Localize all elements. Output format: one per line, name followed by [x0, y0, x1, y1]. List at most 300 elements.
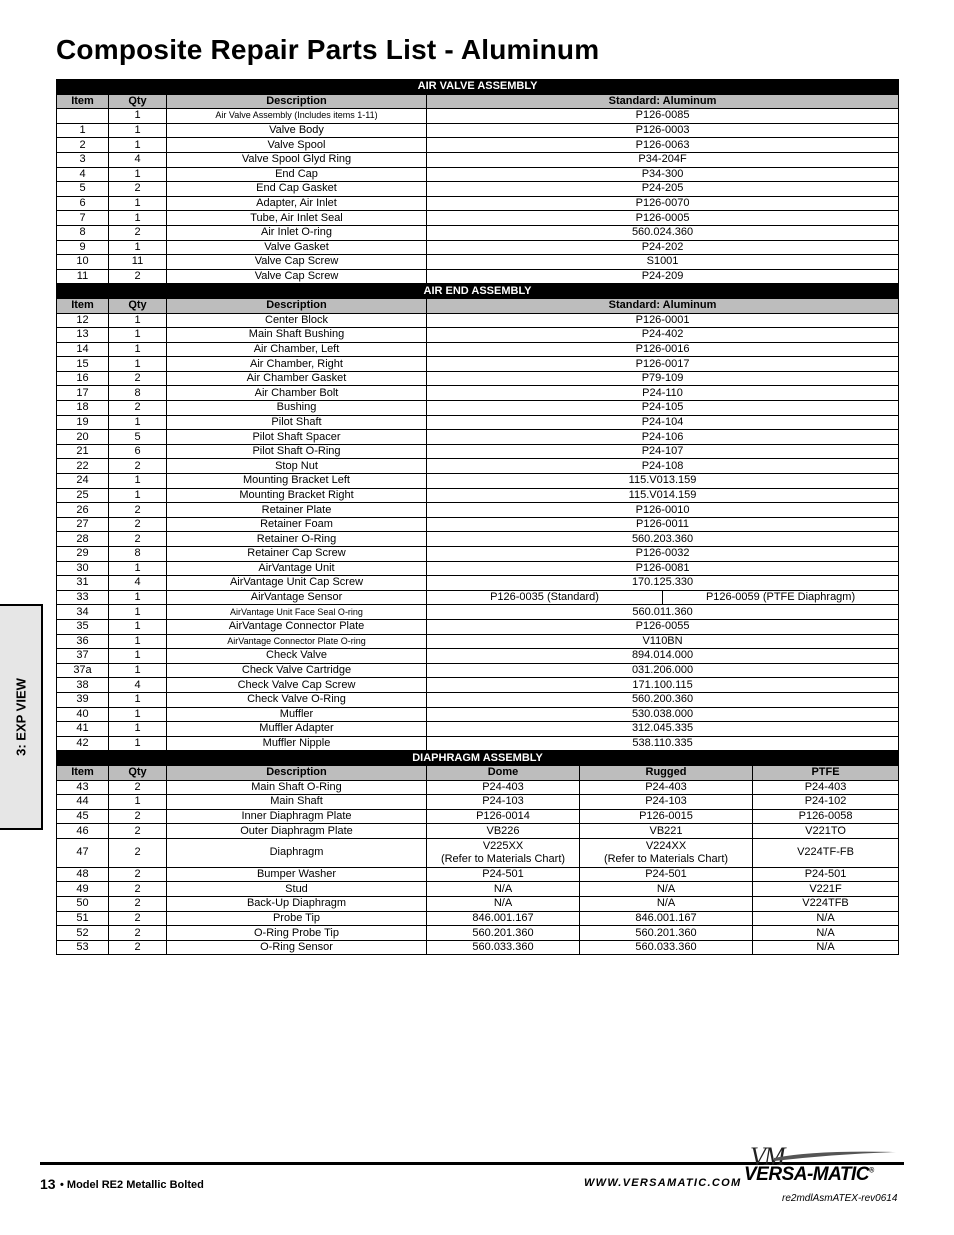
- column-header: Description: [167, 765, 427, 780]
- part-number: P24-403: [580, 780, 753, 795]
- table-row: [57, 722, 899, 737]
- table-cell: Main Shaft: [167, 795, 427, 810]
- table-cell: Muffler: [167, 707, 427, 722]
- table-cell: Air Chamber Gasket: [167, 371, 427, 386]
- table-row: [57, 561, 899, 576]
- part-number: P126-0035 (Standard): [490, 591, 599, 604]
- part-number: V225XX: [482, 839, 524, 852]
- table-cell: 2: [109, 269, 167, 284]
- table-cell: 44: [57, 795, 109, 810]
- table-row: [57, 167, 899, 182]
- table-cell: 17: [57, 386, 109, 401]
- table-row: [57, 867, 899, 882]
- table-cell: 4: [109, 576, 167, 591]
- versa-matic-logo: [744, 1142, 904, 1192]
- table-cell: 2: [109, 182, 167, 197]
- table-header-row: [57, 94, 899, 109]
- part-number: V224TFB: [753, 897, 899, 912]
- table-cell: 39: [57, 692, 109, 707]
- table-cell: Pilot Shaft: [167, 415, 427, 430]
- table-cell: 1: [109, 663, 167, 678]
- column-header: Standard: Aluminum: [427, 94, 899, 109]
- section-title-row: [57, 751, 899, 766]
- table-cell: Retainer Foam: [167, 517, 427, 532]
- table-cell: 18: [57, 401, 109, 416]
- table-cell: 43: [57, 780, 109, 795]
- table-cell: 35: [57, 619, 109, 634]
- part-number: V224TF-FB: [753, 838, 899, 867]
- table-row: [57, 328, 899, 343]
- table-cell: 2: [57, 138, 109, 153]
- part-number: P126-0016: [427, 342, 899, 357]
- table-row: [57, 386, 899, 401]
- part-number: P24-403: [753, 780, 899, 795]
- part-number: P126-0070: [427, 196, 899, 211]
- table-cell: 1: [109, 123, 167, 138]
- table-cell: 51: [57, 911, 109, 926]
- part-number: N/A: [427, 882, 580, 897]
- table-cell: Retainer Cap Screw: [167, 547, 427, 562]
- table-cell: O-Ring Probe Tip: [167, 926, 427, 941]
- part-number: P24-104: [427, 415, 899, 430]
- table-cell: 4: [109, 678, 167, 693]
- table-cell: 22: [57, 459, 109, 474]
- part-number: P126-0017: [427, 357, 899, 372]
- website-link[interactable]: WWW.VERSAMATIC.COM: [584, 1177, 742, 1189]
- table-row: [57, 649, 899, 664]
- part-number: P126-0055: [427, 619, 899, 634]
- table-row: [57, 926, 899, 941]
- table-cell: Air Chamber, Left: [167, 342, 427, 357]
- section-title: DIAPHRAGM ASSEMBLY: [57, 751, 899, 766]
- table-cell: AirVantage Sensor: [167, 590, 427, 605]
- part-number: P24-103: [580, 795, 753, 810]
- table-row: [57, 605, 899, 620]
- part-number: 312.045.335: [427, 722, 899, 737]
- table-cell: Retainer Plate: [167, 503, 427, 518]
- table-cell: 42: [57, 736, 109, 751]
- table-cell: 40: [57, 707, 109, 722]
- table-cell: 5: [57, 182, 109, 197]
- table-row: [57, 547, 899, 562]
- table-cell: Air Inlet O-ring: [167, 225, 427, 240]
- table-row: [57, 663, 899, 678]
- table-cell: 31: [57, 576, 109, 591]
- part-number: P24-209: [427, 269, 899, 284]
- table-cell: Muffler Nipple: [167, 736, 427, 751]
- column-header: Rugged: [580, 765, 753, 780]
- table-cell: 9: [57, 240, 109, 255]
- table-row: [57, 824, 899, 839]
- table-cell: 11: [109, 255, 167, 270]
- table-row: [57, 444, 899, 459]
- column-header: Qty: [109, 765, 167, 780]
- table-cell: 16: [57, 371, 109, 386]
- part-number: 560.033.360: [580, 940, 753, 955]
- part-number: 560.203.360: [427, 532, 899, 547]
- table-cell: 27: [57, 517, 109, 532]
- table-cell: 21: [57, 444, 109, 459]
- table-cell: AirVantage Connector Plate: [167, 619, 427, 634]
- table-cell: 34: [57, 605, 109, 620]
- table-cell: 2: [109, 401, 167, 416]
- table-row: [57, 692, 899, 707]
- part-number: 560.201.360: [427, 926, 580, 941]
- part-number: N/A: [427, 897, 580, 912]
- table-cell: Valve Body: [167, 123, 427, 138]
- column-header: Qty: [109, 94, 167, 109]
- table-cell: 1: [109, 590, 167, 605]
- table-row: [57, 342, 899, 357]
- table-row: [57, 707, 899, 722]
- table-cell: Valve Gasket: [167, 240, 427, 255]
- table-cell: 4: [57, 167, 109, 182]
- table-cell: Back-Up Diaphragm: [167, 897, 427, 912]
- table-cell: Pilot Shaft Spacer: [167, 430, 427, 445]
- part-number: V110BN: [427, 634, 899, 649]
- table-cell: 1: [109, 211, 167, 226]
- table-cell: Main Shaft O-Ring: [167, 780, 427, 795]
- materials-note: (Refer to Materials Chart): [603, 852, 729, 865]
- part-number: P126-0015: [580, 809, 753, 824]
- section-side-tab: [0, 604, 43, 830]
- table-cell: Valve Spool Glyd Ring: [167, 152, 427, 167]
- table-header-row: [57, 765, 899, 780]
- column-header: Item: [57, 765, 109, 780]
- table-row: [57, 809, 899, 824]
- table-cell: [57, 109, 109, 124]
- part-number: P24-501: [753, 867, 899, 882]
- part-number: 846.001.167: [580, 911, 753, 926]
- table-cell: 1: [109, 634, 167, 649]
- column-header: Description: [167, 298, 427, 313]
- table-cell: 37: [57, 649, 109, 664]
- table-cell: 1: [109, 605, 167, 620]
- table-row: [57, 138, 899, 153]
- table-cell: 46: [57, 824, 109, 839]
- table-cell: 1: [109, 196, 167, 211]
- table-cell: 1: [109, 357, 167, 372]
- table-row: [57, 940, 899, 955]
- section-title-row: [57, 80, 899, 95]
- part-number: P126-0001: [427, 313, 899, 328]
- part-number: 560.201.360: [580, 926, 753, 941]
- table-cell: Check Valve Cartridge: [167, 663, 427, 678]
- table-cell: 2: [109, 897, 167, 912]
- part-number: V224XX: [645, 839, 687, 852]
- table-cell: 37a: [57, 663, 109, 678]
- table-cell: End Cap: [167, 167, 427, 182]
- materials-note: (Refer to Materials Chart): [440, 852, 566, 865]
- part-number: V221TO: [753, 824, 899, 839]
- table-cell: 1: [109, 619, 167, 634]
- part-number: P24-501: [580, 867, 753, 882]
- table-row: [57, 882, 899, 897]
- table-cell: Main Shaft Bushing: [167, 328, 427, 343]
- table-cell: Check Valve: [167, 649, 427, 664]
- table-row: [57, 430, 899, 445]
- side-tab-label: 3: EXP VIEW: [13, 678, 28, 756]
- table-cell: 1: [109, 795, 167, 810]
- part-number: P126-0058: [753, 809, 899, 824]
- part-number: P24-501: [427, 867, 580, 882]
- part-number: 538.110.335: [427, 736, 899, 751]
- table-cell: 19: [57, 415, 109, 430]
- part-number: P34-300: [427, 167, 899, 182]
- part-number: N/A: [753, 911, 899, 926]
- table-cell: Air Chamber, Right: [167, 357, 427, 372]
- table-cell: 1: [109, 722, 167, 737]
- table-cell: 15: [57, 357, 109, 372]
- parts-table: [56, 79, 899, 955]
- table-cell: Air Chamber Bolt: [167, 386, 427, 401]
- part-number: P24-105: [427, 401, 899, 416]
- table-row: [57, 225, 899, 240]
- part-number: N/A: [753, 940, 899, 955]
- table-row: [57, 211, 899, 226]
- part-number: N/A: [753, 926, 899, 941]
- table-cell: 30: [57, 561, 109, 576]
- column-header: Item: [57, 94, 109, 109]
- table-cell: 1: [57, 123, 109, 138]
- table-cell: 1: [109, 415, 167, 430]
- table-cell: 8: [109, 386, 167, 401]
- part-number: P126-0081: [427, 561, 899, 576]
- part-number: [580, 838, 753, 867]
- table-cell: Center Block: [167, 313, 427, 328]
- table-cell: Check Valve O-Ring: [167, 692, 427, 707]
- table-cell: 6: [109, 444, 167, 459]
- table-row: [57, 152, 899, 167]
- section-title-row: [57, 284, 899, 299]
- table-cell: [427, 590, 899, 605]
- part-number: P24-202: [427, 240, 899, 255]
- part-number: P126-0011: [427, 517, 899, 532]
- table-cell: 2: [109, 517, 167, 532]
- table-cell: 2: [109, 532, 167, 547]
- table-row: [57, 897, 899, 912]
- table-cell: 5: [109, 430, 167, 445]
- table-cell: Bushing: [167, 401, 427, 416]
- table-cell: Air Valve Assembly (Includes items 1-11): [167, 109, 427, 124]
- column-header: Dome: [427, 765, 580, 780]
- page-title: Composite Repair Parts List - Aluminum: [56, 34, 600, 65]
- column-header: PTFE: [753, 765, 899, 780]
- part-number: 846.001.167: [427, 911, 580, 926]
- table-cell: 1: [109, 328, 167, 343]
- table-cell: 26: [57, 503, 109, 518]
- table-cell: Stop Nut: [167, 459, 427, 474]
- part-number: 894.014.000: [427, 649, 899, 664]
- table-row: [57, 532, 899, 547]
- part-number: P126-0085: [427, 109, 899, 124]
- table-cell: Valve Cap Screw: [167, 269, 427, 284]
- table-row: [57, 503, 899, 518]
- table-cell: 2: [109, 809, 167, 824]
- table-cell: 3: [57, 152, 109, 167]
- column-header: Item: [57, 298, 109, 313]
- table-cell: 25: [57, 488, 109, 503]
- table-cell: Adapter, Air Inlet: [167, 196, 427, 211]
- table-cell: 12: [57, 313, 109, 328]
- table-row: [57, 795, 899, 810]
- split-cell: [427, 591, 898, 604]
- section-title: AIR END ASSEMBLY: [57, 284, 899, 299]
- table-cell: 1: [109, 240, 167, 255]
- part-number: P24-107: [427, 444, 899, 459]
- table-row: [57, 488, 899, 503]
- table-row: [57, 838, 899, 867]
- table-cell: 2: [109, 940, 167, 955]
- table-cell: 2: [109, 838, 167, 867]
- table-row: [57, 182, 899, 197]
- table-cell: 7: [57, 211, 109, 226]
- table-row: [57, 123, 899, 138]
- column-header: Standard: Aluminum: [427, 298, 899, 313]
- document-reference: re2mdlAsmATEX-rev0614: [782, 1193, 898, 1204]
- part-number: P24-402: [427, 328, 899, 343]
- table-cell: AirVantage Unit Face Seal O-ring: [167, 605, 427, 620]
- logo-mark: VM: [750, 1142, 784, 1171]
- table-row: [57, 780, 899, 795]
- model-name: • Model RE2 Metallic Bolted: [60, 1179, 204, 1191]
- table-cell: 8: [109, 547, 167, 562]
- table-cell: Diaphragm: [167, 838, 427, 867]
- table-row: [57, 240, 899, 255]
- table-row: [57, 590, 899, 605]
- table-row: [57, 634, 899, 649]
- table-cell: 2: [109, 780, 167, 795]
- table-cell: 11: [57, 269, 109, 284]
- table-cell: 10: [57, 255, 109, 270]
- part-number: P126-0005: [427, 211, 899, 226]
- table-row: [57, 109, 899, 124]
- part-number: P24-106: [427, 430, 899, 445]
- table-cell: 2: [109, 911, 167, 926]
- table-cell: 48: [57, 867, 109, 882]
- table-row: [57, 313, 899, 328]
- table-cell: 33: [57, 590, 109, 605]
- table-cell: AirVantage Connector Plate O-ring: [167, 634, 427, 649]
- table-row: [57, 401, 899, 416]
- table-cell: Mounting Bracket Left: [167, 474, 427, 489]
- table-cell: Bumper Washer: [167, 867, 427, 882]
- part-number: N/A: [580, 897, 753, 912]
- table-cell: 53: [57, 940, 109, 955]
- table-cell: 50: [57, 897, 109, 912]
- logo-swoosh-icon: [774, 1148, 896, 1162]
- part-number: P24-110: [427, 386, 899, 401]
- part-number: P126-0010: [427, 503, 899, 518]
- part-number: 171.100.115: [427, 678, 899, 693]
- table-cell: 41: [57, 722, 109, 737]
- table-row: [57, 357, 899, 372]
- logo-brand-text: VERSA-MATIC®: [744, 1164, 874, 1185]
- part-number: 560.033.360: [427, 940, 580, 955]
- part-number: [427, 838, 580, 867]
- table-cell: 20: [57, 430, 109, 445]
- table-cell: 47: [57, 838, 109, 867]
- table-cell: 1: [109, 707, 167, 722]
- table-row: [57, 736, 899, 751]
- table-cell: 52: [57, 926, 109, 941]
- table-row: [57, 459, 899, 474]
- table-cell: Check Valve Cap Screw: [167, 678, 427, 693]
- table-cell: 36: [57, 634, 109, 649]
- part-number: P126-0059 (PTFE Diaphragm): [662, 591, 898, 604]
- table-cell: 1: [109, 692, 167, 707]
- table-cell: 1: [109, 342, 167, 357]
- part-number: 560.011.360: [427, 605, 899, 620]
- table-cell: O-Ring Sensor: [167, 940, 427, 955]
- section-title: AIR VALVE ASSEMBLY: [57, 80, 899, 95]
- part-number: VB226: [427, 824, 580, 839]
- table-cell: Stud: [167, 882, 427, 897]
- table-cell: Valve Spool: [167, 138, 427, 153]
- part-number: P126-0032: [427, 547, 899, 562]
- table-row: [57, 911, 899, 926]
- table-row: [57, 474, 899, 489]
- table-cell: Mounting Bracket Right: [167, 488, 427, 503]
- table-cell: Retainer O-Ring: [167, 532, 427, 547]
- table-cell: 2: [109, 503, 167, 518]
- table-row: [57, 196, 899, 211]
- part-number: P34-204F: [427, 152, 899, 167]
- table-cell: 1: [109, 488, 167, 503]
- column-header: Description: [167, 94, 427, 109]
- table-cell: 2: [109, 926, 167, 941]
- part-number: 530.038.000: [427, 707, 899, 722]
- table-cell: 8: [57, 225, 109, 240]
- table-cell: 2: [109, 225, 167, 240]
- table-row: [57, 371, 899, 386]
- table-header-row: [57, 298, 899, 313]
- table-cell: 2: [109, 882, 167, 897]
- part-number: 115.V014.159: [427, 488, 899, 503]
- table-row: [57, 678, 899, 693]
- table-cell: Probe Tip: [167, 911, 427, 926]
- page-number: 13: [40, 1176, 56, 1192]
- part-number: V221F: [753, 882, 899, 897]
- table-cell: 6: [57, 196, 109, 211]
- part-number: P126-0003: [427, 123, 899, 138]
- table-cell: 1: [109, 109, 167, 124]
- table-row: [57, 619, 899, 634]
- part-number: 560.200.360: [427, 692, 899, 707]
- part-number: 115.V013.159: [427, 474, 899, 489]
- table-cell: 2: [109, 867, 167, 882]
- table-cell: 1: [109, 561, 167, 576]
- part-number: P24-108: [427, 459, 899, 474]
- table-cell: 1: [109, 474, 167, 489]
- table-cell: Tube, Air Inlet Seal: [167, 211, 427, 226]
- part-number: S1001: [427, 255, 899, 270]
- table-cell: 1: [109, 736, 167, 751]
- table-cell: 28: [57, 532, 109, 547]
- table-cell: 2: [109, 459, 167, 474]
- table-cell: 29: [57, 547, 109, 562]
- table-row: [57, 517, 899, 532]
- table-cell: 1: [109, 167, 167, 182]
- table-cell: 1: [109, 138, 167, 153]
- part-number: P24-102: [753, 795, 899, 810]
- part-number: P24-403: [427, 780, 580, 795]
- table-cell: AirVantage Unit Cap Screw: [167, 576, 427, 591]
- part-number: 170.125.330: [427, 576, 899, 591]
- table-cell: Pilot Shaft O-Ring: [167, 444, 427, 459]
- table-row: [57, 269, 899, 284]
- table-cell: AirVantage Unit: [167, 561, 427, 576]
